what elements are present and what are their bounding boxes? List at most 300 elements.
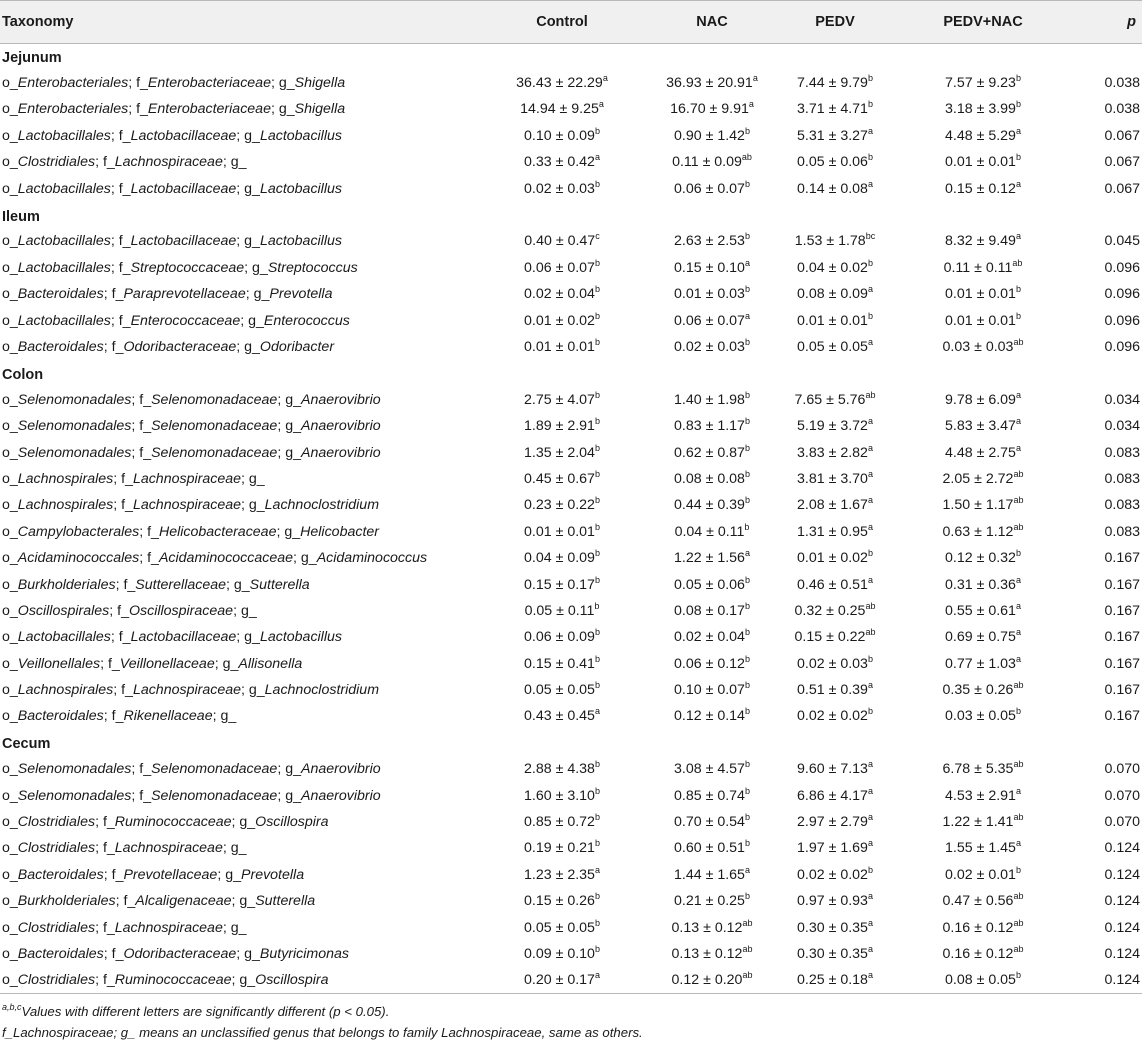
mean-sd: 0.01 ± 0.02	[524, 312, 595, 329]
family-name: Lachnospiraceae	[114, 840, 223, 857]
value-cell-pedv	[766, 387, 904, 413]
value-cell-pedv	[766, 782, 904, 808]
significance-letter: a	[867, 574, 873, 585]
family-name: Selenomonadaceae	[151, 418, 278, 435]
value-cell-control	[466, 255, 658, 281]
mean-sd: 0.03 ± 0.05	[945, 708, 1016, 725]
value-cell-pedv-nac	[904, 519, 1062, 545]
p-value-cell: 0.083	[1104, 470, 1140, 487]
mean-sd: 0.02 ± 0.03	[674, 338, 745, 355]
significance-letter: ab	[1013, 891, 1024, 902]
value-cell-pedv	[766, 624, 904, 650]
order-name: Lactobacillales	[17, 312, 111, 329]
value-cell-pedv	[766, 307, 904, 333]
p-value-cell: 0.070	[1104, 814, 1140, 831]
value-cell-nac	[658, 862, 766, 888]
significance-letter: b	[1015, 73, 1021, 84]
p-value-cell: 0.167	[1104, 682, 1140, 699]
significance-letter: b	[594, 284, 600, 295]
order-name: Selenomonadales	[17, 787, 132, 804]
mean-sd: 0.12 ± 0.14	[674, 708, 745, 725]
value-cell-control	[466, 809, 658, 835]
significance-letter: b	[744, 125, 750, 136]
mean-sd: 0.08 ± 0.17	[674, 602, 745, 619]
value-cell-pedv-nac	[904, 149, 1062, 175]
mean-sd: 2.63 ± 2.53	[674, 233, 745, 250]
value-cell-control	[466, 862, 658, 888]
significance-letter: ab	[1013, 917, 1024, 928]
mean-sd: 0.97 ± 0.93	[797, 893, 868, 910]
order-name: Veillonellales	[17, 655, 101, 672]
order-name: Enterobacteriales	[17, 101, 129, 118]
header-row	[0, 1, 1142, 44]
mean-sd: 1.31 ± 0.95	[797, 523, 868, 540]
table-header	[0, 1, 1142, 44]
mean-sd: 1.50 ± 1.17	[942, 497, 1014, 514]
significance-letter: b	[594, 257, 600, 268]
p-value-cell: 0.096	[1104, 312, 1140, 329]
significance-letter: b	[594, 468, 600, 479]
p-value-cell: 0.124	[1104, 919, 1140, 936]
significance-letter: ab	[1013, 495, 1024, 506]
mean-sd: 5.31 ± 3.27	[797, 127, 868, 144]
genus-name: Odoribacter	[259, 338, 335, 355]
value-cell-pedv-nac	[904, 96, 1062, 122]
value-cell-control	[466, 175, 658, 201]
significance-letter: a	[867, 838, 873, 849]
genus-name: Shigella	[294, 101, 346, 118]
table-row	[0, 571, 1142, 597]
significance-letter: b	[744, 653, 750, 664]
mean-sd: 3.08 ± 4.57	[674, 761, 745, 778]
value-cell-control	[466, 835, 658, 861]
p-value-cell: 0.167	[1104, 602, 1140, 619]
taxonomy-cell: o_Bacteroidales; f_Paraprevotellaceae; g_Prevotella	[2, 286, 333, 303]
order-name: Bacteroidales	[17, 708, 104, 725]
value-cell-pedv-nac	[904, 624, 1062, 650]
significance-letter: b	[744, 468, 750, 479]
value-cell-pedv	[766, 175, 904, 201]
family-name: Sutterellaceae	[135, 576, 226, 593]
mean-sd: 0.04 ± 0.11	[674, 523, 745, 540]
significance-letter: b	[1015, 864, 1021, 875]
mean-sd: 0.15 ± 0.41	[524, 655, 595, 672]
genus-name: Enterococcus	[263, 312, 350, 329]
significance-letter: b	[744, 442, 750, 453]
taxonomy-cell: o_Enterobacteriales; f_Enterobacteriaceae; g_Shigella	[2, 75, 346, 92]
order-name: Clostridiales	[17, 919, 96, 936]
order-name: Selenomonadales	[17, 418, 132, 435]
value-cell-control	[466, 387, 658, 413]
value-cell-pedv-nac	[904, 387, 1062, 413]
order-name: Lactobacillales	[17, 180, 111, 197]
genus-name: Streptococcus	[267, 259, 358, 276]
order-name: Lachnospirales	[17, 682, 114, 699]
value-cell-pedv-nac	[904, 703, 1062, 729]
value-cell-control	[466, 545, 658, 571]
significance-letter: a	[867, 125, 873, 136]
value-cell-pedv	[766, 914, 904, 940]
genus-name: Anaerovibrio	[300, 444, 381, 461]
order-name: Lactobacillales	[17, 629, 111, 646]
section-row	[0, 44, 1142, 70]
table-body	[0, 44, 1142, 994]
significance-letter: b	[744, 680, 750, 691]
value-cell-pedv-nac	[904, 650, 1062, 676]
mean-sd: 0.12 ± 0.20	[671, 972, 743, 989]
mean-sd: 0.43 ± 0.45	[524, 708, 595, 725]
p-value-cell: 0.167	[1104, 629, 1140, 646]
order-name: Acidaminococcales	[17, 550, 140, 567]
mean-sd: 1.22 ± 1.41	[942, 814, 1014, 831]
value-cell-pedv-nac	[904, 439, 1062, 465]
mean-sd: 0.35 ± 0.26	[942, 682, 1014, 699]
genus-name: Lactobacillus	[259, 127, 342, 144]
p-value-cell: 0.067	[1104, 127, 1140, 144]
mean-sd: 0.60 ± 0.51	[674, 840, 745, 857]
p-value-cell: 0.034	[1104, 391, 1140, 408]
mean-sd: 4.48 ± 2.75	[945, 444, 1016, 461]
value-cell-pedv	[766, 677, 904, 703]
mean-sd: 0.10 ± 0.09	[524, 127, 595, 144]
mean-sd: 6.78 ± 5.35	[942, 761, 1014, 778]
significance-letter: a	[594, 864, 600, 875]
significance-letter: b	[867, 73, 873, 84]
value-cell-control	[466, 149, 658, 175]
order-name: Bacteroidales	[17, 866, 104, 883]
order-name: Clostridiales	[17, 154, 96, 171]
significance-letter: b	[594, 416, 600, 427]
genus-name: Lactobacillus	[259, 629, 342, 646]
table-row	[0, 677, 1142, 703]
header-pedv: PEDV	[766, 1, 904, 44]
header-control: Control	[466, 1, 658, 44]
mean-sd: 0.02 ± 0.04	[674, 629, 745, 646]
p-value-cell: 0.096	[1104, 259, 1140, 276]
mean-sd: 0.33 ± 0.42	[524, 154, 595, 171]
significance-letter: b	[594, 891, 600, 902]
significance-letter: a	[1015, 389, 1021, 400]
mean-sd: 0.05 ± 0.06	[797, 154, 868, 171]
table-row	[0, 255, 1142, 281]
value-cell-pedv	[766, 281, 904, 307]
table-row	[0, 862, 1142, 888]
significance-letter: b	[744, 416, 750, 427]
significance-letter: a	[867, 178, 873, 189]
value-cell-pedv-nac	[904, 228, 1062, 254]
mean-sd: 0.02 ± 0.03	[797, 655, 868, 672]
significance-letter: b	[867, 257, 873, 268]
significance-letter: ab	[742, 943, 753, 954]
value-cell-pedv-nac	[904, 123, 1062, 149]
value-cell-pedv-nac	[904, 255, 1062, 281]
significance-letter: a	[744, 310, 750, 321]
family-name: Lachnospiraceae	[132, 682, 241, 699]
table-row	[0, 439, 1142, 465]
mean-sd: 0.85 ± 0.72	[524, 814, 595, 831]
mean-sd: 36.43 ± 22.29	[516, 75, 603, 92]
significance-letter: b	[744, 812, 750, 823]
value-cell-pedv	[766, 809, 904, 835]
mean-sd: 0.15 ± 0.22	[794, 629, 866, 646]
mean-sd: 1.55 ± 1.45	[945, 840, 1016, 857]
significance-letter: b	[744, 178, 750, 189]
significance-letter: a	[1015, 600, 1021, 611]
mean-sd: 0.15 ± 0.10	[674, 259, 745, 276]
significance-letter: b	[867, 99, 873, 110]
mean-sd: 0.05 ± 0.05	[524, 682, 595, 699]
mean-sd: 0.90 ± 1.42	[674, 127, 745, 144]
significance-letter: b	[867, 653, 873, 664]
family-name: Alcaligenaceae	[135, 893, 232, 910]
family-name: Selenomonadaceae	[151, 391, 278, 408]
mean-sd: 0.08 ± 0.09	[797, 286, 868, 303]
table-row	[0, 598, 1142, 624]
value-cell-pedv	[766, 413, 904, 439]
mean-sd: 0.55 ± 0.61	[945, 602, 1016, 619]
table-row	[0, 228, 1142, 254]
significance-letter: b	[744, 838, 750, 849]
value-cell-nac	[658, 571, 766, 597]
significance-letter: a	[867, 284, 873, 295]
mean-sd: 0.05 ± 0.06	[674, 576, 745, 593]
family-name: Lactobacillaceae	[130, 233, 237, 250]
significance-letter: a	[867, 785, 873, 796]
taxonomy-cell: o_Lactobacillales; f_Lactobacillaceae; g_Lactobacillus	[2, 629, 342, 646]
header-taxonomy: Taxonomy	[0, 1, 466, 44]
value-cell-control	[466, 123, 658, 149]
p-value-cell: 0.038	[1104, 75, 1140, 92]
mean-sd: 7.57 ± 9.23	[945, 75, 1016, 92]
significance-letter: ab	[1013, 812, 1024, 823]
mean-sd: 0.31 ± 0.36	[945, 576, 1016, 593]
table-row	[0, 334, 1142, 360]
value-cell-control	[466, 70, 658, 96]
significance-letter: b	[594, 521, 600, 532]
p-value-cell: 0.045	[1104, 233, 1140, 250]
family-name: Oscillospiraceae	[128, 602, 234, 619]
taxonomy-cell: o_Lactobacillales; f_Lactobacillaceae; g_Lactobacillus	[2, 127, 342, 144]
family-name: Selenomonadaceae	[151, 787, 278, 804]
p-value-cell: 0.167	[1104, 576, 1140, 593]
mean-sd: 0.01 ± 0.01	[524, 523, 595, 540]
taxonomy-cell: o_Bacteroidales; f_Odoribacteraceae; g_Odoribacter	[2, 338, 335, 355]
value-cell-pedv-nac	[904, 756, 1062, 782]
value-cell-nac	[658, 413, 766, 439]
taxonomy-cell: o_Lactobacillales; f_Lactobacillaceae; g_Lactobacillus	[2, 180, 342, 197]
p-value-cell: 0.124	[1104, 866, 1140, 883]
significance-letter: ab	[742, 970, 753, 981]
order-name: Clostridiales	[17, 840, 96, 857]
significance-letter: b	[867, 152, 873, 163]
value-cell-pedv	[766, 545, 904, 571]
value-cell-pedv	[766, 650, 904, 676]
p-value-cell: 0.167	[1104, 655, 1140, 672]
table-row	[0, 782, 1142, 808]
significance-letter: b	[594, 812, 600, 823]
value-cell-pedv-nac	[904, 782, 1062, 808]
mean-sd: 0.01 ± 0.01	[524, 338, 595, 355]
significance-letter: a	[594, 706, 600, 717]
mean-sd: 0.25 ± 0.18	[797, 972, 868, 989]
mean-sd: 5.19 ± 3.72	[797, 418, 868, 435]
value-cell-control	[466, 967, 658, 993]
value-cell-control	[466, 571, 658, 597]
family-name: Odoribacteraceae	[123, 945, 237, 962]
significance-letter: ab	[742, 917, 753, 928]
value-cell-pedv	[766, 439, 904, 465]
family-name: Enterococcaceae	[130, 312, 241, 329]
value-cell-control	[466, 466, 658, 492]
significance-letter: ab	[865, 600, 876, 611]
mean-sd: 4.53 ± 2.91	[945, 787, 1016, 804]
genus-name: Anaerovibrio	[300, 761, 381, 778]
order-name: Lactobacillales	[17, 233, 111, 250]
significance-letter: b	[594, 653, 600, 664]
genus-name: Helicobacter	[300, 523, 379, 540]
significance-letter: c	[595, 231, 600, 242]
mean-sd: 0.06 ± 0.07	[674, 312, 745, 329]
significance-letter: a	[867, 970, 873, 981]
value-cell-pedv-nac	[904, 492, 1062, 518]
mean-sd: 0.05 ± 0.05	[797, 338, 868, 355]
value-cell-nac	[658, 624, 766, 650]
taxonomy-cell: o_Clostridiales; f_Ruminococcaceae; g_Oscillospira	[0, 967, 466, 993]
mean-sd: 0.05 ± 0.11	[524, 602, 595, 619]
table-row	[0, 70, 1142, 96]
significance-letter: a	[1015, 416, 1021, 427]
significance-letter: b	[1015, 548, 1021, 559]
p-value-cell: 0.083	[1104, 444, 1140, 461]
mean-sd: 0.51 ± 0.39	[797, 682, 868, 699]
value-cell-nac	[658, 598, 766, 624]
value-cell-control	[466, 228, 658, 254]
mean-sd: 3.81 ± 3.70	[797, 470, 868, 487]
order-name: Selenomonadales	[17, 391, 132, 408]
mean-sd: 0.15 ± 0.26	[524, 893, 595, 910]
order-name: Bacteroidales	[17, 945, 104, 962]
significance-letter: b	[744, 706, 750, 717]
value-cell-control	[466, 307, 658, 333]
mean-sd: 0.30 ± 0.35	[797, 945, 868, 962]
family-name: Acidaminococcaceae	[158, 550, 294, 567]
value-cell-nac	[658, 255, 766, 281]
table-row	[0, 123, 1142, 149]
mean-sd: 0.32 ± 0.25	[794, 602, 866, 619]
significance-letter: a	[594, 970, 600, 981]
mean-sd: 2.05 ± 2.72	[942, 470, 1014, 487]
value-cell-control	[466, 756, 658, 782]
order-name: Lachnospirales	[17, 497, 114, 514]
genus-name: Prevotella	[269, 286, 333, 303]
significance-letter: ab	[741, 152, 752, 163]
significance-letter: b	[594, 548, 600, 559]
significance-letter: b	[1015, 970, 1021, 981]
taxonomy-cell: o_Enterobacteriales; f_Enterobacteriaceae; g_Shigella	[2, 101, 346, 118]
table-row	[0, 466, 1142, 492]
value-cell-nac	[658, 888, 766, 914]
table-row	[0, 967, 1142, 993]
significance-letter: a	[744, 257, 750, 268]
taxonomy-cell: o_Acidaminococcales; f_Acidaminococcaceae; g_Acidaminococcus	[2, 550, 428, 567]
table-row	[0, 941, 1142, 967]
significance-letter: a	[594, 152, 600, 163]
significance-letter: b	[594, 943, 600, 954]
mean-sd: 0.01 ± 0.03	[674, 286, 745, 303]
mean-sd: 0.02 ± 0.01	[945, 866, 1016, 883]
value-cell-pedv	[766, 888, 904, 914]
significance-letter: b	[594, 574, 600, 585]
value-cell-pedv-nac	[904, 598, 1062, 624]
value-cell-nac	[658, 175, 766, 201]
significance-letter: ab	[1013, 680, 1024, 691]
table-row	[0, 914, 1142, 940]
value-cell-nac	[658, 914, 766, 940]
significance-letter: b	[744, 627, 750, 638]
mean-sd: 0.01 ± 0.01	[797, 312, 868, 329]
mean-sd: 2.75 ± 4.07	[524, 391, 595, 408]
significance-letter: b	[1015, 99, 1021, 110]
genus-name: Oscillospira	[255, 972, 329, 989]
order-name: Bacteroidales	[17, 338, 104, 355]
table-row	[0, 809, 1142, 835]
value-cell-pedv	[766, 70, 904, 96]
mean-sd: 1.22 ± 1.56	[674, 550, 745, 567]
value-cell-pedv-nac	[904, 70, 1062, 96]
mean-sd: 16.70 ± 9.91	[670, 101, 749, 118]
significance-letter: b	[744, 785, 750, 796]
significance-letter: a	[598, 99, 604, 110]
significance-letter: b	[867, 310, 873, 321]
p-value-cell: 0.096	[1104, 286, 1140, 303]
mean-sd: 1.35 ± 2.04	[524, 444, 595, 461]
significance-letter: ab	[1013, 943, 1024, 954]
significance-letter: bc	[865, 231, 876, 242]
significance-letter: b	[594, 917, 600, 928]
significance-letter: b	[1015, 310, 1021, 321]
significance-letter: ab	[865, 627, 876, 638]
value-cell-control	[466, 941, 658, 967]
value-cell-nac	[658, 756, 766, 782]
value-cell-pedv	[766, 255, 904, 281]
value-cell-pedv-nac	[904, 175, 1062, 201]
significance-letter: b	[867, 706, 873, 717]
value-cell-pedv-nac	[904, 835, 1062, 861]
value-cell-pedv-nac	[904, 888, 1062, 914]
mean-sd: 0.47 ± 0.56	[942, 893, 1014, 910]
p-value-cell: 0.070	[1104, 761, 1140, 778]
significance-letter: b	[594, 680, 600, 691]
mean-sd: 9.60 ± 7.13	[797, 761, 868, 778]
genus-name: Allisonella	[238, 655, 303, 672]
taxonomy-cell: o_Selenomonadales; f_Selenomonadaceae; g_Anaerovibrio	[2, 761, 381, 778]
value-cell-pedv-nac	[904, 571, 1062, 597]
p-value-cell: 0.067	[1104, 154, 1140, 171]
table-row	[0, 650, 1142, 676]
significance-letter: b	[594, 495, 600, 506]
mean-sd: 0.23 ± 0.22	[524, 497, 595, 514]
value-cell-nac	[658, 96, 766, 122]
mean-sd: 0.01 ± 0.02	[797, 550, 868, 567]
value-cell-nac	[658, 439, 766, 465]
genus-name: Lachnoclostridium	[264, 682, 380, 699]
table-row	[0, 149, 1142, 175]
significance-letter: b	[744, 284, 750, 295]
mean-sd: 0.01 ± 0.01	[945, 154, 1016, 171]
genus-name: Lactobacillus	[259, 180, 342, 197]
table-row	[0, 888, 1142, 914]
order-name: Selenomonadales	[17, 444, 132, 461]
